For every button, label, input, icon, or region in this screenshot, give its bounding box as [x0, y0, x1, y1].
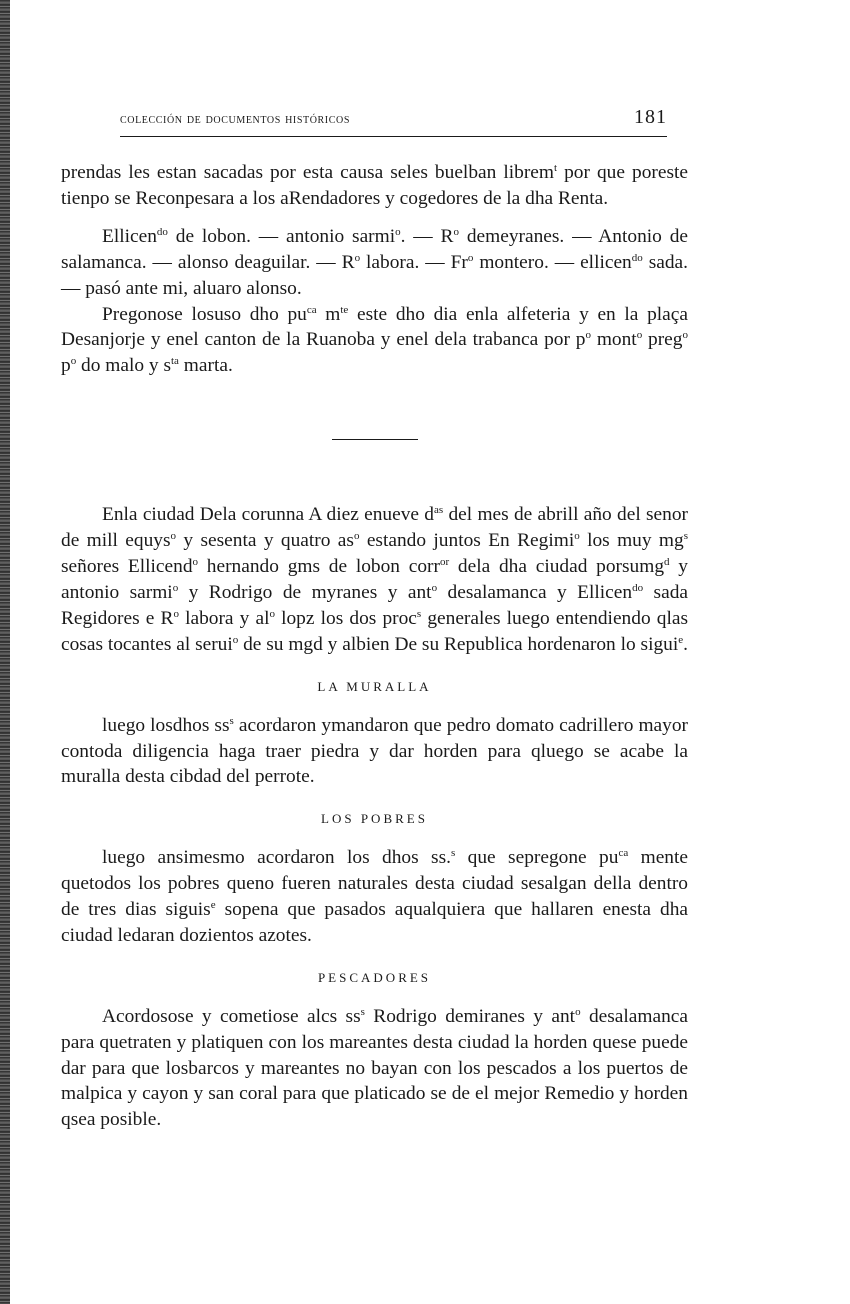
- header-rule: [120, 136, 667, 137]
- section-separator-rule: [332, 439, 418, 440]
- heading-pescadores: PESCADORES: [317, 969, 432, 985]
- paragraph-la-muralla: luego losdhos $ss^s$ acordaron ymandaron que pedro domato cadrillero mayor contoda diligencia haga traer piedra y dar horden para qluego se acabe la muralla desta cibdad del perrote.: [61, 714, 688, 788]
- document-body: [61, 160, 688, 1133]
- page-header: [120, 106, 667, 129]
- paragraph-prendas: prendas les estan sacadas por esta causa seles buelban librem$^t$ por que poreste tienpo se Reconpesara a los aRendadores y cogedores de la dha Renta.: [61, 162, 688, 209]
- heading-los-pobres: LOS POBRES: [321, 811, 428, 827]
- paragraph-enla-ciudad: Enla ciudad Dela corunna A diez enueve $d^{as}$ del mes de abrill año del senor de mill equys$^o$ y sesenta y quatro $as^o$ estando juntos En Regimi$^o$ los muy $mg^s$ señores Ellicend$^o$ hernando gms de lobon corr$^{or}$ dela dha ciudad porsumg$^d$ y antonio sarmi$^o$ y Rodrigo de myranes y ant$^o$ desalamanca y Ellicen$^{do}$ sada Regidores e $R^o$ labora y $al^o$ lopz los dos proc$^s$ generales luego entendiendo qlas cosas tocantes al serui$^o$ de su mgd y albien De su Republica hordenaron lo sigui$^e$.: [61, 504, 689, 655]
- running-head: colección de documentos históricos: [120, 111, 350, 127]
- page-binding-edge: [0, 0, 10, 1304]
- heading-la-muralla: LA MURALLA: [317, 678, 432, 694]
- paragraph-signatures: Ellicen$^{do}$ de lobon. — antonio sarmi$^o$. — $R^o$ demeyranes. — Antonio de salamanca. — alonso deaguilar. — $R^o$ labora. — Fr$^o$ montero. — ellicen$^{do}$ sada. — pasó ante mi, aluaro alonso.: [61, 225, 688, 299]
- paragraph-pregonose: Pregonose losuso dho $pu^{ca}$ $m^{te}$ este dho dia enla alfeteria y en la plaça Desanjorje y enel canton de la Ruanoba y enel dela trabanca por $p^o$ mont$^o$ preg$^o$ $p^o$ do malo y $s^{ta}$ marta.: [61, 303, 688, 377]
- page-number: 181: [634, 106, 667, 128]
- paragraph-los-pobres: luego ansimesmo acordaron los dhos ss.$^s$ que sepregone $pu^{ca}$ mente quetodos los pobres queno fueren naturales desta ciudad sesalgan della dentro de tres dias siguis$^e$ sopena que pasados aqualquiera que hallaren enesta dha ciudad ledaran dozientos azotes.: [61, 847, 688, 946]
- paragraph-pescadores: Acordosose y cometiose alcs $ss^s$ Rodrigo demiranes y ant$^o$ desalamanca para quetraten y platiquen con los mareantes desta ciudad la horden quese puede dar para que losbarcos y mareantes no bayan con los pescados a los puertos de malpica y cayon y san coral para que platicado se de el mejor Remedio y horden qsea posible.: [61, 1005, 688, 1131]
